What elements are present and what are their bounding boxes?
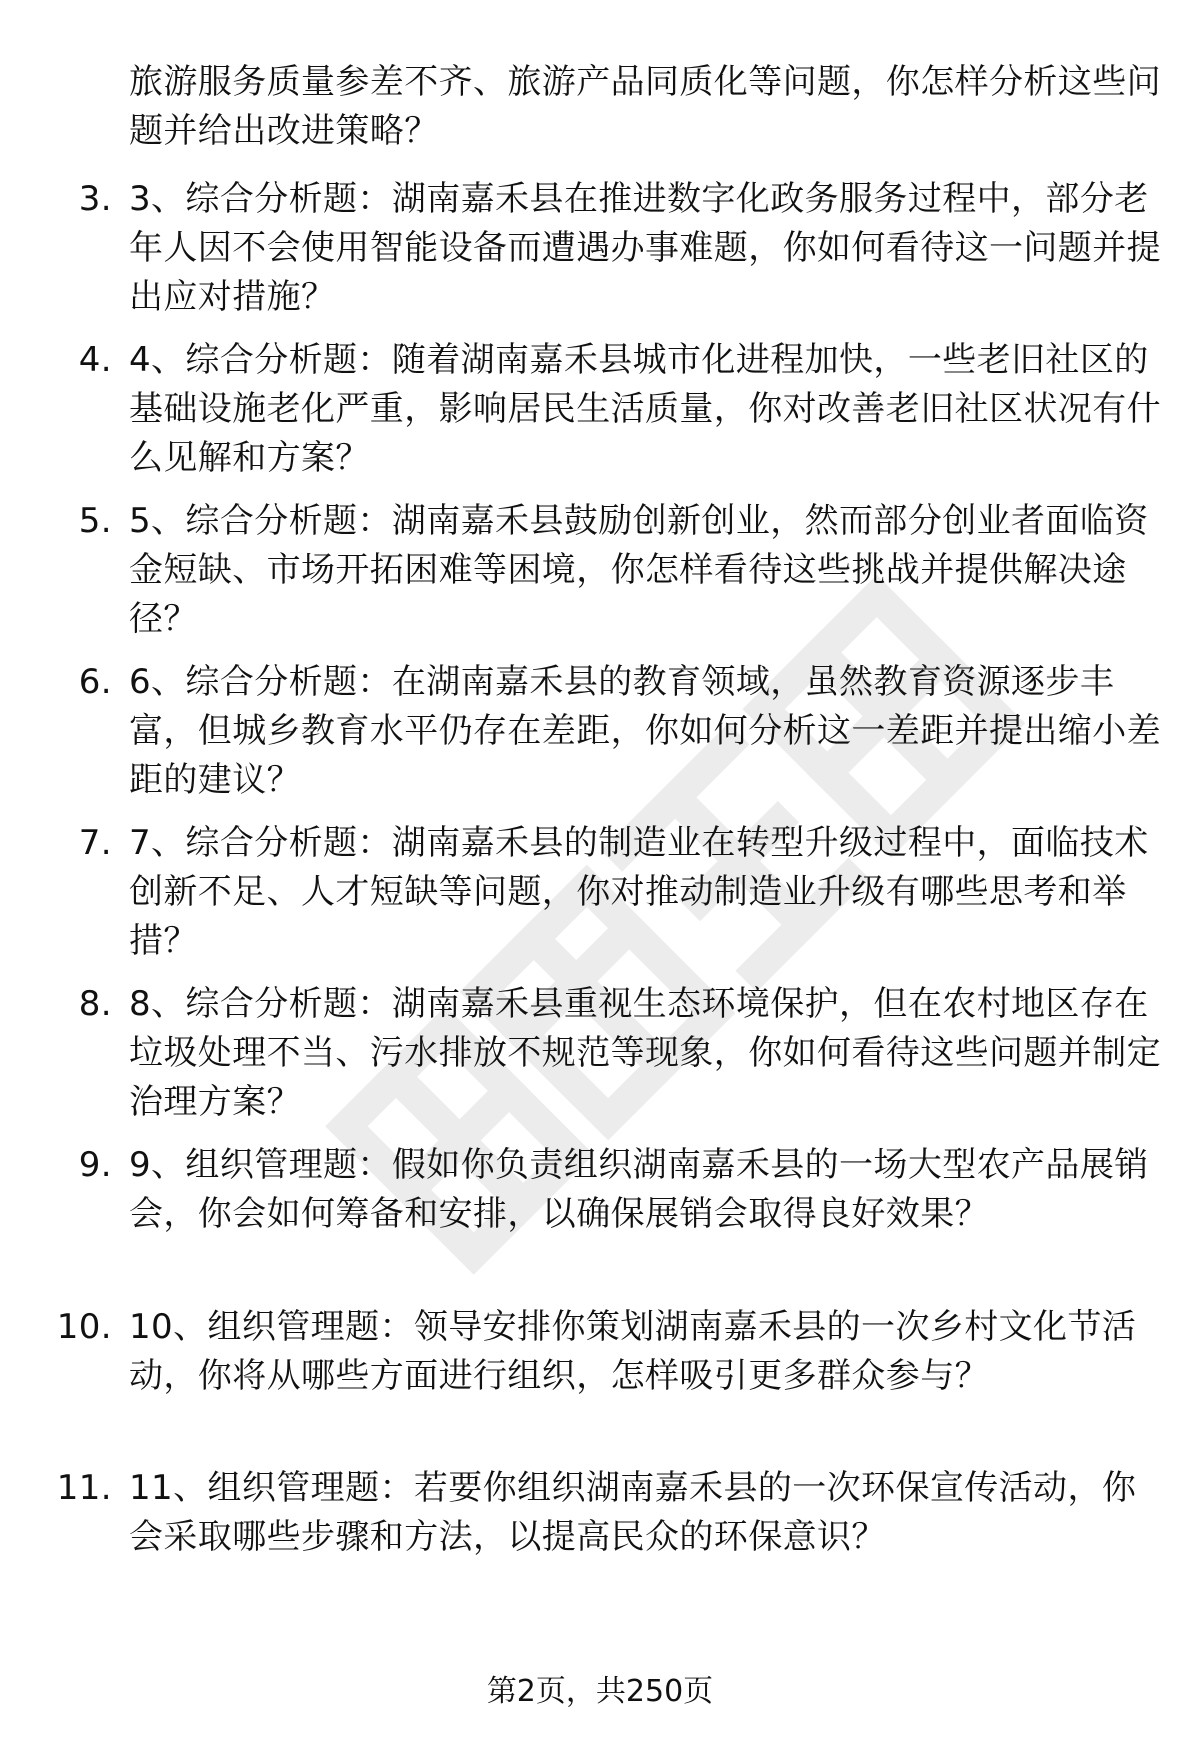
item-text: 3、综合分析题：湖南嘉禾县在推进数字化政务服务过程中，部分老年人因不会使用智能设备而遭遇办事难题，你如何看待这一问题并提出应对措施？: [129, 179, 1161, 317]
item-number: 11.: [56, 1468, 112, 1508]
item-number: 6.: [78, 662, 112, 702]
item-number: 3.: [78, 179, 112, 219]
item-number: 9.: [78, 1145, 112, 1185]
item-number: 7.: [78, 823, 112, 863]
continuation-paragraph: 旅游服务质量参差不齐、旅游产品同质化等问题，你怎样分析这些问题并给出改进策略？: [129, 62, 1161, 151]
item-text: 6、综合分析题：在湖南嘉禾县的教育领域，虽然教育资源逐步丰富，但城乡教育水平仍存在差距，你如何分析这一差距并提出缩小差距的建议？: [129, 662, 1161, 800]
page-number-footer: 第2页，共250页: [486, 1674, 714, 1709]
item-number: 4.: [78, 340, 112, 380]
item-text: 8、综合分析题：湖南嘉禾县重视生态环境保护，但在农村地区存在垃圾处理不当、污水排放不规范等现象，你如何看待这些问题并制定治理方案？: [129, 984, 1161, 1122]
item-number: 8.: [78, 984, 112, 1024]
item-text: 5、综合分析题：湖南嘉禾县鼓励创新创业，然而部分创业者面临资金短缺、市场开拓困难等困境，你怎样看待这些挑战并提供解决途径？: [129, 501, 1149, 639]
item-number: 10.: [56, 1307, 112, 1347]
item-number: 5.: [78, 501, 112, 541]
item-text: 9、组织管理题：假如你负责组织湖南嘉禾县的一场大型农产品展销会，你会如何筹备和安排，以确保展销会取得良好效果？: [129, 1145, 1149, 1234]
item-text: 4、综合分析题：随着湖南嘉禾县城市化进程加快，一些老旧社区的基础设施老化严重，影响居民生活质量，你对改善老旧社区状况有什么见解和方案？: [129, 340, 1161, 478]
item-text: 10、组织管理题：领导安排你策划湖南嘉禾县的一次乡村文化节活动，你将从哪些方面进行组织，怎样吸引更多群众参与？: [129, 1307, 1137, 1396]
item-text: 11、组织管理题：若要你组织湖南嘉禾县的一次环保宣传活动，你会采取哪些步骤和方法，以提高民众的环保意识？: [129, 1468, 1137, 1557]
item-text: 7、综合分析题：湖南嘉禾县的制造业在转型升级过程中，面临技术创新不足、人才短缺等问题，你对推动制造业升级有哪些思考和举措？: [129, 823, 1149, 961]
